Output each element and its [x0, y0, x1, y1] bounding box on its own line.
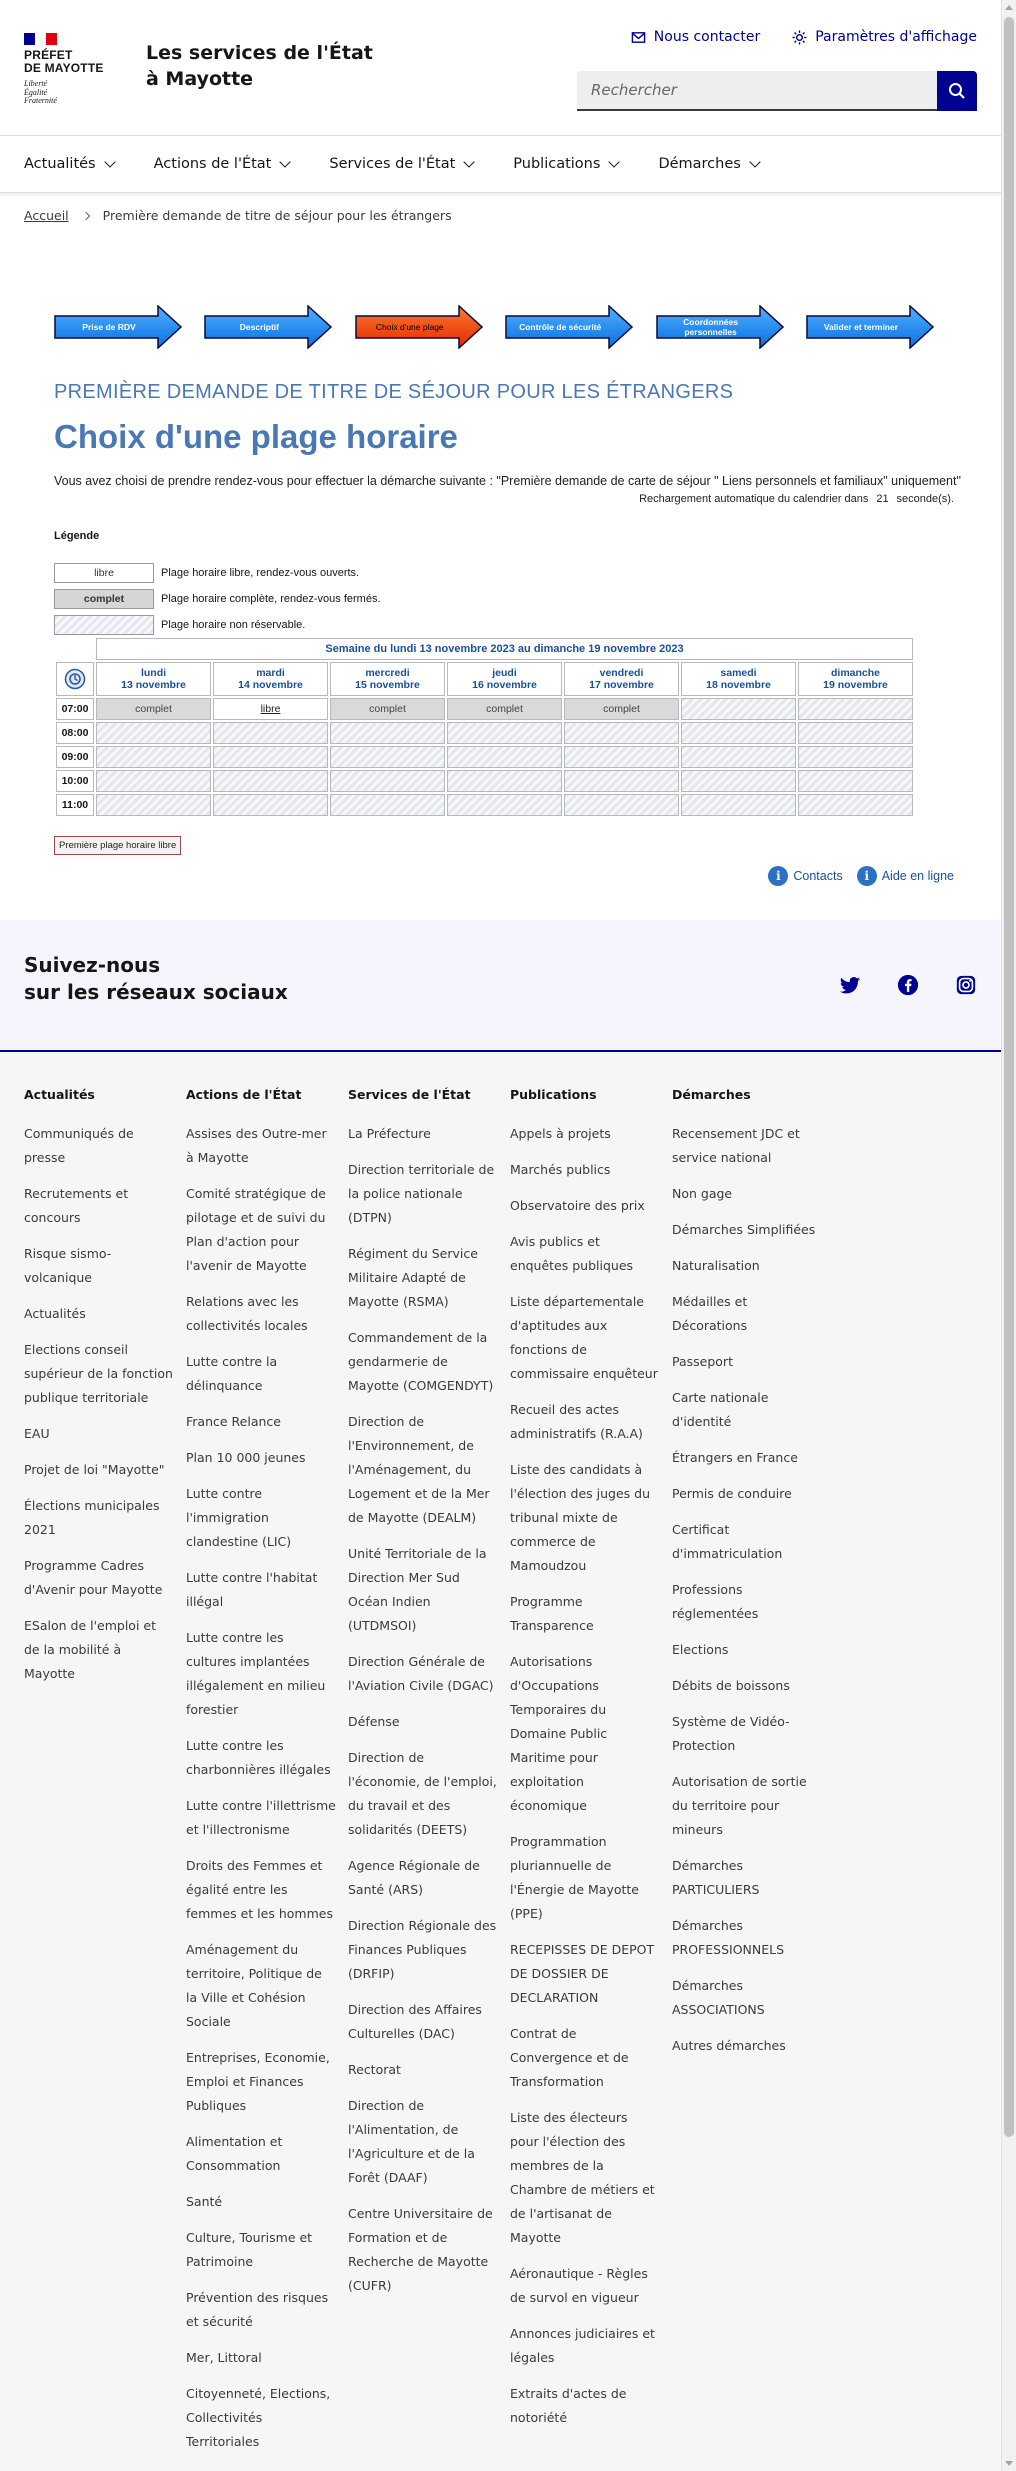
slot-unavailable [96, 794, 211, 816]
legend-row-full [54, 588, 381, 609]
day-header [564, 662, 679, 696]
site-header [0, 0, 1001, 136]
hour-label: 07:00 [56, 698, 94, 720]
footer-link[interactable]: Aéronautique - Règles de survol en vigueur [510, 2266, 648, 2305]
search-icon [948, 82, 966, 100]
step-1 [54, 305, 182, 349]
footer-link[interactable]: Démarches ASSOCIATIONS [672, 1978, 765, 2017]
slot-unavailable [798, 698, 913, 720]
time-row [56, 698, 913, 720]
footer-link[interactable]: Actualités [24, 1306, 86, 1321]
legend-row-free [54, 562, 381, 583]
display-settings-label: Paramètres d'affichage [815, 29, 977, 45]
footer-link[interactable]: Lutte contre l'habitat illégal [186, 1570, 318, 1609]
slot-unavailable [564, 770, 679, 792]
legend-text-free: Plage horaire libre, rendez-vous ouverts. [161, 566, 360, 579]
step-label: Contrôle de sécurité [519, 322, 602, 332]
step-label: Valider et terminer [823, 322, 899, 332]
footer-link[interactable]: Appels à projets [510, 1126, 611, 1141]
slot-free[interactable]: libre [213, 698, 328, 720]
footer-column-heading: Actualités [24, 1087, 95, 1102]
legend [54, 562, 381, 640]
day-header [681, 662, 796, 696]
page-title: Choix d'une plage horaire [54, 418, 458, 455]
step-4 [505, 305, 633, 349]
footer-link[interactable]: Défense [348, 1714, 400, 1729]
slot-unavailable [213, 770, 328, 792]
footer-link[interactable]: Lutte contre l'illettrisme et l'illectronisme [186, 1798, 336, 1837]
footer-link[interactable]: Relations avec les collectivités locales [186, 1294, 308, 1333]
nav-item-demarches[interactable] [658, 136, 758, 192]
main-nav [0, 136, 1001, 193]
footer-link[interactable]: Médailles et Décorations [672, 1294, 748, 1333]
footer-link[interactable]: Lutte contre l'immigration clandestine (LIC) [186, 1486, 292, 1549]
header-tools [631, 29, 977, 45]
mail-icon [631, 30, 646, 45]
calendar-corner [56, 638, 94, 660]
footer-link[interactable]: Unité Territoriale de la Direction Mer Sud Océan Indien (UTDMSOI) [348, 1546, 487, 1633]
footer-link[interactable]: Plan 10 000 jeunes [186, 1450, 306, 1465]
footer-link[interactable]: Autorisation de sortie du territoire pour mineurs [672, 1774, 807, 1837]
footer-link[interactable]: Permis de conduire [672, 1486, 792, 1501]
legend-title: Légende [54, 530, 100, 542]
nav-label: Démarches [658, 156, 741, 172]
contact-link[interactable] [631, 29, 760, 45]
time-row [56, 746, 913, 768]
nav-item-services-etat[interactable] [329, 136, 473, 192]
footer-link[interactable]: Lutte contre les charbonnières illégales [186, 1738, 331, 1777]
step-6 [806, 305, 934, 349]
hour-label: 11:00 [56, 794, 94, 816]
footer-link[interactable]: Droits des Femmes et égalité entre les femmes et les hommes [186, 1858, 333, 1921]
slot-full: complet [330, 698, 445, 720]
slot-unavailable [213, 722, 328, 744]
footer-link[interactable]: Direction Régionale des Finances Publiques (DRFIP) [348, 1918, 497, 1981]
slot-unavailable [681, 746, 796, 768]
footer-column [24, 1087, 174, 1698]
footer-column [348, 1087, 498, 2310]
scroll-down-arrow-icon[interactable] [1005, 2461, 1013, 2466]
footer-column [672, 1087, 822, 2070]
slot-unavailable [798, 722, 913, 744]
footer-link[interactable]: Non gage [672, 1186, 733, 1201]
day-date: 19 novembre [823, 679, 888, 691]
footer-link[interactable]: Direction des Affaires Culturelles (DAC) [348, 2002, 482, 2041]
footer-link[interactable]: Liste départementale d'aptitudes aux fonctions de commissaire enquêteur [510, 1294, 658, 1381]
hour-label: 08:00 [56, 722, 94, 744]
online-help-label: Aide en ligne [881, 869, 954, 883]
legend-swatch-free: libre [54, 563, 154, 583]
footer-link[interactable]: Marchés publics [510, 1162, 611, 1177]
slot-unavailable [681, 698, 796, 720]
chevron-down-icon [280, 156, 291, 167]
footer-link[interactable]: Liste des candidats à l'élection des juges du tribunal mixte de commerce de Mamoudzou [510, 1462, 651, 1573]
scroll-up-arrow-icon[interactable] [1005, 5, 1013, 10]
slot-unavailable [330, 746, 445, 768]
nav-label: Actions de l'État [153, 156, 272, 172]
footer-link[interactable]: Démarches Simplifiées [672, 1222, 816, 1237]
hour-label: 10:00 [56, 770, 94, 792]
footer-link[interactable]: Autres démarches [672, 2038, 786, 2053]
footer-link[interactable]: Entreprises, Economie, Emploi et Finances Publiques [186, 2050, 330, 2113]
slot-unavailable [447, 794, 562, 816]
footer-link[interactable]: Comité stratégique de pilotage et de suivi du Plan d'action pour l'avenir de Mayotte [186, 1186, 326, 1273]
prefecture-logo[interactable] [24, 33, 114, 106]
footer-link[interactable]: Assises des Outre-mer à Mayotte [186, 1126, 327, 1165]
breadcrumb-home-link[interactable]: Accueil [24, 208, 69, 223]
contact-label: Nous contacter [653, 29, 761, 45]
footer-link[interactable]: Elections conseil supérieur de la fonction publique territoriale [24, 1342, 173, 1405]
nav-label: Actualités [24, 156, 96, 172]
chevron-down-icon [749, 156, 760, 167]
step-2 [204, 305, 332, 349]
footer-link[interactable]: Direction de l'Environnement, de l'Aménagement, du Logement et de la Mer de Mayotte (DEALM) [348, 1414, 490, 1525]
step-3 [355, 305, 483, 349]
reload-countdown: 21 [876, 493, 889, 505]
slot-full: complet [564, 698, 679, 720]
footer-link[interactable]: Extraits d'actes de notoriété [510, 2386, 627, 2425]
footer-link[interactable]: Prévention des risques et sécurité [186, 2290, 329, 2329]
procedure-title: PREMIÈRE DEMANDE DE TITRE DE SÉJOUR POUR LES ÉTRANGERS [54, 381, 734, 403]
step-label: Choix d'une plage [375, 322, 444, 332]
footer-link[interactable]: Direction de l'économie, de l'emploi, du travail et des solidarités (DEETS) [348, 1750, 497, 1837]
time-row [56, 794, 913, 816]
search-bar [577, 71, 977, 111]
footer-link[interactable]: Système de Vidéo-Protection [672, 1714, 790, 1753]
footer-link[interactable]: Certificat d'immatriculation [672, 1522, 783, 1561]
footer-link[interactable]: Démarches PARTICULIERS [672, 1858, 760, 1897]
footer-link[interactable]: Risque sismo-volcanique [24, 1246, 112, 1285]
footer-link[interactable]: Autorisations d'Occupations Temporaires du Domaine Public Maritime pour exploitation économique [510, 1654, 608, 1813]
nav-item-publications[interactable] [513, 136, 618, 192]
day-header [798, 662, 913, 696]
nav-label: Services de l'État [329, 156, 456, 172]
page [0, 0, 1001, 883]
social-title: Suivez-nous sur les réseaux sociaux [24, 953, 288, 1004]
footer-link[interactable]: Contrat de Convergence et de Transformation [510, 2026, 629, 2089]
footer-link[interactable]: ESalon de l'emploi et de la mobilité à Mayotte [24, 1618, 156, 1681]
footer-link[interactable]: Lutte contre les cultures implantées illégalement en milieu forestier [186, 1630, 326, 1717]
week-label: Semaine du lundi 13 novembre 2023 au dimanche 19 novembre 2023 [96, 638, 913, 660]
scrollbar-thumb[interactable] [1004, 17, 1014, 2137]
footer-column [510, 1087, 660, 2442]
chevron-down-icon [464, 156, 475, 167]
footer-link[interactable]: Avis publics et enquêtes publiques [510, 1234, 634, 1273]
chevron-right-icon [81, 211, 89, 219]
legend-text-unavailable: Plage horaire non réservable. [161, 618, 306, 631]
day-date: 17 novembre [589, 679, 654, 691]
day-date: 15 novembre [355, 679, 420, 691]
day-name: jeudi [492, 666, 517, 679]
footer-column [186, 1087, 336, 2466]
reload-notice [639, 493, 954, 505]
contacts-link[interactable] [768, 866, 842, 886]
contacts-label: Contacts [793, 869, 843, 883]
footer-link[interactable]: Élections municipales 2021 [24, 1498, 160, 1537]
footer-link[interactable]: Projet de loi "Mayotte" [24, 1462, 165, 1477]
logo-text: PRÉFET DE MAYOTTE [24, 48, 104, 75]
breadcrumb-current: Première demande de titre de séjour pour les étrangers [102, 208, 452, 223]
footer-link[interactable]: Programme Cadres d'Avenir pour Mayotte [24, 1558, 163, 1597]
footer-link[interactable]: Alimentation et Consommation [186, 2134, 283, 2173]
footer-link[interactable]: Démarches PROFESSIONNELS [672, 1918, 785, 1957]
day-header [213, 662, 328, 696]
day-date: 18 novembre [706, 679, 771, 691]
slot-unavailable [681, 722, 796, 744]
day-name: mercredi [365, 666, 410, 679]
step-label: Descriptif [239, 322, 279, 332]
footer-link[interactable]: Aménagement du territoire, Politique de la Ville et Cohésion Sociale [186, 1942, 322, 2029]
slot-unavailable [681, 794, 796, 816]
display-settings-button[interactable] [792, 29, 977, 45]
slot-unavailable [564, 722, 679, 744]
time-row [56, 722, 913, 744]
day-name: vendredi [599, 666, 644, 679]
slot-unavailable [447, 746, 562, 768]
footer-link[interactable]: RECEPISSES DE DEPOT DE DOSSIER DE DECLARATION [510, 1942, 655, 2005]
social-icons [839, 974, 977, 996]
step-5 [656, 305, 784, 349]
footer-link[interactable]: Agence Régionale de Santé (ARS) [348, 1858, 480, 1897]
footer-link[interactable]: Rectorat [348, 2062, 401, 2077]
footer-link[interactable]: Elections [672, 1642, 729, 1657]
footer-column-heading: Démarches [672, 1087, 751, 1102]
search-button[interactable] [937, 71, 977, 111]
calendar-refresh-icon [64, 668, 86, 690]
footer-link[interactable]: Centre Universitaire de Formation et de Recherche de Mayotte (CUFR) [348, 2206, 493, 2293]
slot-unavailable [330, 794, 445, 816]
day-header [96, 662, 211, 696]
social-section [0, 920, 1001, 1052]
legend-row-unavailable [54, 614, 381, 635]
search-input[interactable]: Rechercher [577, 71, 937, 111]
footer-link[interactable]: Professions réglementées [672, 1582, 759, 1621]
footer-link[interactable]: Culture, Tourisme et Patrimoine [186, 2230, 313, 2269]
day-header [447, 662, 562, 696]
info-icon: i [768, 866, 788, 886]
slot-unavailable [447, 722, 562, 744]
day-date: 14 novembre [238, 679, 303, 691]
footer-link[interactable]: Direction territoriale de la police nationale (DTPN) [348, 1162, 495, 1225]
online-help-link[interactable] [857, 866, 954, 886]
slot-unavailable [798, 794, 913, 816]
slot-unavailable [96, 746, 211, 768]
booking-calendar [54, 636, 915, 818]
reload-prefix: Rechargement automatique du calendrier dans [639, 493, 869, 505]
slot-unavailable [564, 794, 679, 816]
slot-unavailable [213, 746, 328, 768]
footer-link[interactable]: Programmation pluriannuelle de l'Énergie de Mayotte (PPE) [510, 1834, 639, 1921]
footer-link[interactable]: France Relance [186, 1414, 281, 1429]
nav-item-actions-etat[interactable] [154, 136, 290, 192]
slot-unavailable [798, 746, 913, 768]
footer-link[interactable]: Annonces judiciaires et légales [510, 2326, 655, 2365]
site-title[interactable]: Les services de l'État à Mayotte [146, 42, 373, 90]
procedure-description: Vous avez choisi de prendre rendez-vous pour effectuer la démarche suivante : "Première demande de carte de séjour " Liens personnels et familiaux" uniquement" [54, 474, 961, 488]
day-date: 16 novembre [472, 679, 537, 691]
footer-link[interactable]: Programme Transparence [510, 1594, 594, 1633]
footer-link[interactable]: Citoyenneté, Elections, Collectivités Territoriales [186, 2386, 331, 2449]
footer-link[interactable]: Passeport [672, 1354, 733, 1369]
help-links [768, 866, 954, 886]
footer-link[interactable]: Naturalisation [672, 1258, 760, 1273]
footer-link[interactable]: Commandement de la gendarmerie de Mayotte (COMGENDYT) [348, 1330, 494, 1393]
site-footer [0, 1052, 1001, 2471]
slot-full: complet [96, 698, 211, 720]
footer-link[interactable]: Carte nationale d'identité [672, 1390, 769, 1429]
nav-label: Publications [513, 156, 601, 172]
footer-link[interactable]: Mer, Littoral [186, 2350, 262, 2365]
step-label: Prise de RDV [82, 322, 136, 332]
legend-swatch-full: complet [54, 589, 154, 609]
slot-unavailable [96, 770, 211, 792]
legend-swatch-unavailable [54, 615, 154, 635]
footer-link[interactable]: Régiment du Service Militaire Adapté de Mayotte (RSMA) [348, 1246, 478, 1309]
slot-full: complet [447, 698, 562, 720]
legend-text-full: Plage horaire complète, rendez-vous fermés. [161, 592, 381, 605]
slot-unavailable [96, 722, 211, 744]
nav-item-actualites[interactable] [24, 136, 114, 192]
slot-unavailable [330, 722, 445, 744]
step-label: Coordonnées personnelles [683, 317, 738, 337]
footer-link[interactable]: Étrangers en France [672, 1450, 798, 1465]
breadcrumb [24, 208, 452, 223]
footer-link[interactable]: Recueil des actes administratifs (R.A.A) [510, 1402, 643, 1441]
footer-link[interactable]: EAU [24, 1426, 50, 1441]
day-name: mardi [256, 666, 285, 679]
sun-icon [792, 30, 807, 45]
footer-column-heading: Services de l'État [348, 1087, 471, 1102]
logo-motto: Liberté Égalité Fraternité [24, 79, 57, 105]
instagram-icon[interactable] [955, 974, 977, 996]
first-free-slot-button[interactable]: Première plage horaire libre [54, 836, 181, 855]
footer-link[interactable]: Recensement JDC et service national [672, 1126, 800, 1165]
footer-link[interactable]: Communiqués de presse [24, 1126, 134, 1165]
footer-link[interactable]: Recrutements et concours [24, 1186, 129, 1225]
page-scrollbar[interactable] [1001, 0, 1016, 2471]
republic-flag-icon [24, 33, 57, 45]
footer-link[interactable]: Direction Générale de l'Aviation Civile (DGAC) [348, 1654, 494, 1693]
slot-unavailable [330, 770, 445, 792]
info-icon: i [857, 866, 877, 886]
day-name: samedi [720, 666, 757, 679]
day-header [330, 662, 445, 696]
footer-link[interactable]: Santé [186, 2194, 223, 2209]
slot-unavailable [447, 770, 562, 792]
calendar-nav-button[interactable] [56, 662, 94, 696]
footer-column-heading: Publications [510, 1087, 597, 1102]
slot-unavailable [564, 746, 679, 768]
day-date: 13 novembre [121, 679, 186, 691]
footer-link[interactable]: Liste des électeurs pour l'élection des membres de la Chambre de métiers et de l'artisanat de Mayotte [510, 2110, 655, 2245]
booking-steps [54, 305, 934, 349]
chevron-down-icon [104, 156, 115, 167]
day-name: lundi [140, 666, 167, 679]
slot-unavailable [798, 770, 913, 792]
facebook-icon[interactable] [897, 974, 919, 996]
footer-link[interactable]: Observatoire des prix [510, 1198, 645, 1213]
footer-column-heading: Actions de l'État [186, 1087, 302, 1102]
footer-link[interactable]: La Préfecture [348, 1126, 431, 1141]
day-name: dimanche [830, 666, 880, 679]
time-row [56, 770, 913, 792]
slot-unavailable [213, 794, 328, 816]
footer-link[interactable]: Débits de boissons [672, 1678, 790, 1693]
reload-suffix: seconde(s). [896, 493, 954, 505]
twitter-icon[interactable] [839, 974, 861, 996]
footer-link[interactable]: Direction de l'Alimentation, de l'Agriculture et de la Forêt (DAAF) [348, 2098, 475, 2185]
footer-link[interactable]: Lutte contre la délinquance [186, 1354, 278, 1393]
slot-unavailable [681, 770, 796, 792]
chevron-down-icon [609, 156, 620, 167]
hour-label: 09:00 [56, 746, 94, 768]
